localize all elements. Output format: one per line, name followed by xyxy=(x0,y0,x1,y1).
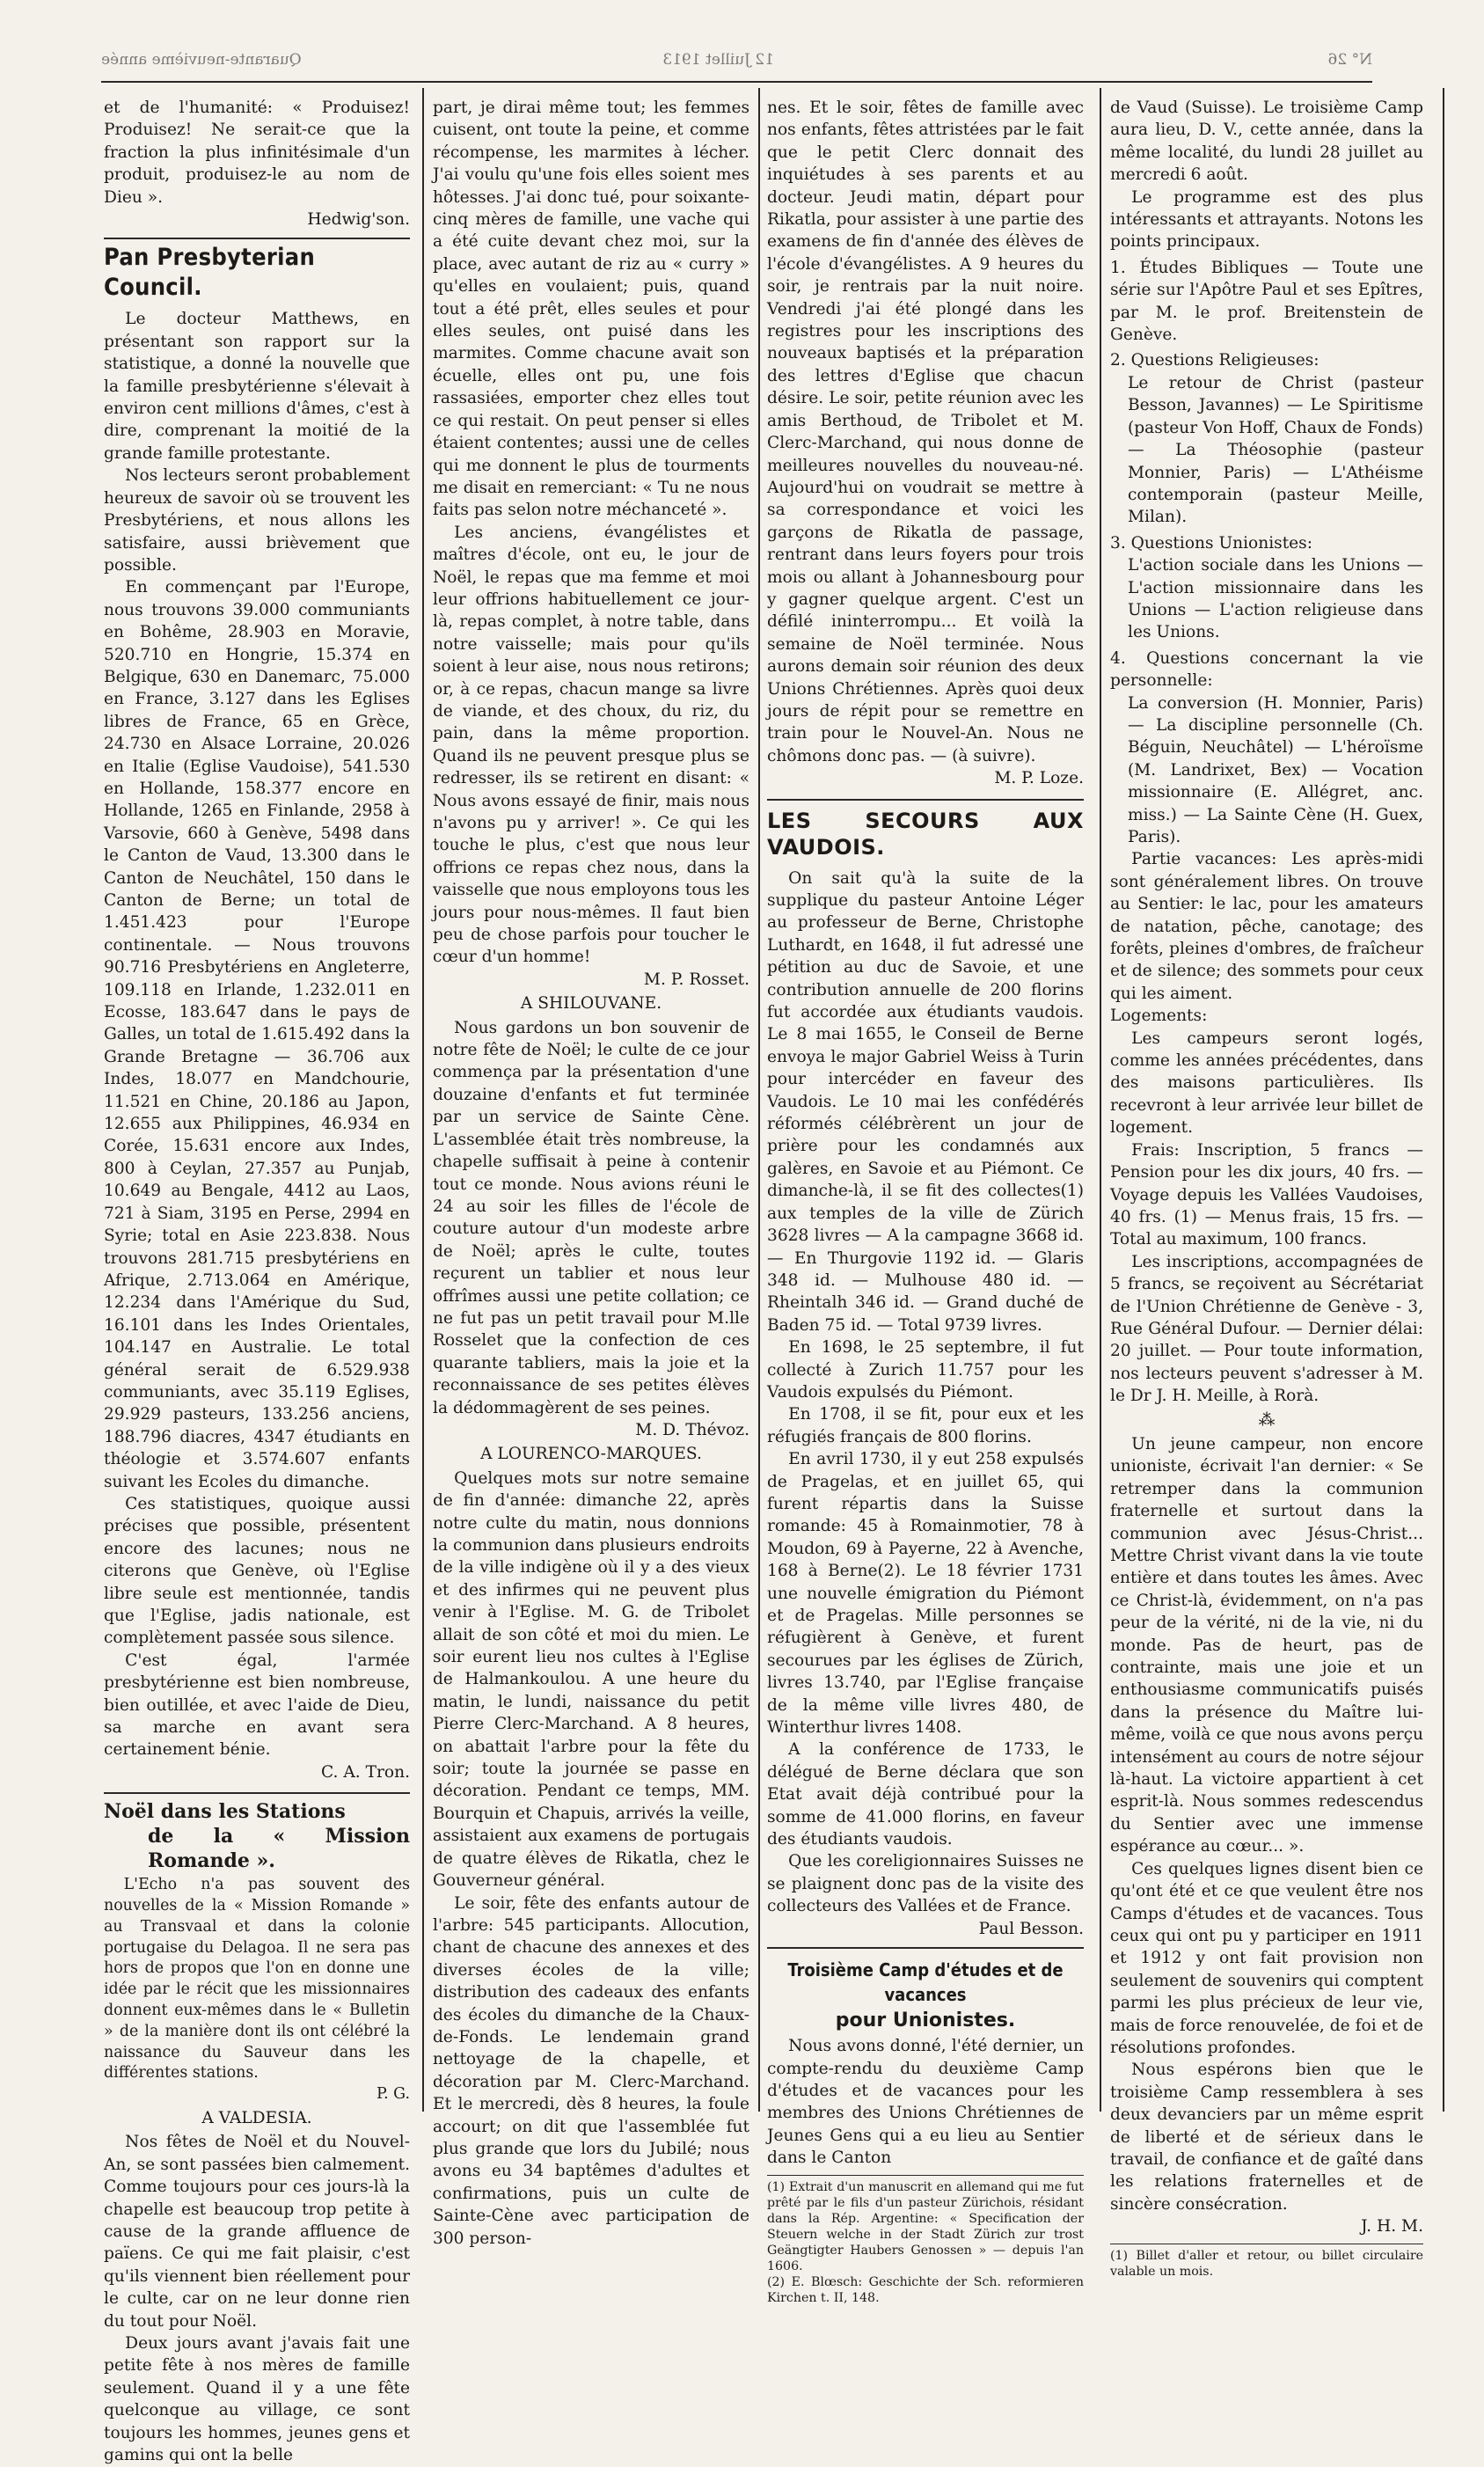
program-item xyxy=(1110,257,1423,347)
top-rule xyxy=(101,81,1372,83)
program-item-body: Le retour de Christ (pasteur Besson, Javannes) — Le Spiritisme (pasteur Von Hoff, Chaux de Fonds) — La Théosophie (pasteur Monnier, Paris) — L'Athéisme contemporain (pasteur Meille, Milan). xyxy=(1128,373,1423,527)
footnote: (2) E. Blœsch: Geschichte der Sch. reformieren Kirchen t. II, 148. xyxy=(767,2274,1084,2305)
subheading-logements: Logements: xyxy=(1110,1007,1208,1026)
paragraph: Le soir, fête des enfants autour de l'arbre: 545 participants. Allocution, chant de chacune des annexes et des diverses écoles de la ville; distribution des cadeaux des enfants des écoles du dimanche de la Chaux-de-Fonds. Le lendemain grand nettoyage de la chapelle, et décoration par M. Clerc-Marchand. Et le mercredi, dès 8 heures, la foule accourt; on dit que l'assemblée fut plus grande que lors du Jubilé; nous avons eu 34 baptêmes d'adultes et confirmations, puis un culte de Sainte-Cène avec participation de 300 person- xyxy=(433,1893,749,2248)
program-item-head: 1. Études Bibliques — Toute une série sur l'Apôtre Paul et ses Epîtres, par M. le prof. Breitenstein de Genève. xyxy=(1110,258,1423,345)
program-item xyxy=(1110,349,1423,528)
masthead-issue: N° 26 xyxy=(1327,51,1372,69)
masthead-bleedthrough xyxy=(101,51,1372,69)
paragraph: Nos fêtes de Noël et du Nouvel-An, se sont passées bien calmement. Comme toujours pour ces jours-là la chapelle est beaucoup trop petite à cause de la grande affluence de païens. Ce qui me fait plaisir, c'est qu'ils viennent bien réellement pour le culte, car on ne leur donne rien du tout pour Noël. xyxy=(104,2133,410,2331)
paragraph: Le programme est des plus intéressants et attrayants. Notons les points principaux. xyxy=(1110,187,1423,252)
article-signature: Hedwig'son. xyxy=(307,210,410,230)
intro-paragraph: L'Echo n'a pas souvent des nouvelles de la « Mission Romande » au Transvaal et dans la colonie portugaise du Delagoa. Il ne sera pas hors de propos que l'on en donne une idée par le récit que les missionnaires donnent eux-mêmes dans le « Bulletin » de la manière dont ils ont célébré la naissance du Sauveur dans les différentes stations. xyxy=(104,1876,410,2083)
paragraph: Les inscriptions, accompagnées de 5 francs, se reçoivent au Sécrétariat de l'Union Chrétienne de Genève - 3, Rue Général Dufour. — Dernier délai: 20 juillet. — Pour toute information, nos lecteurs peuvent s'adresser à M. le Dr J. H. Meille, à Rorà. xyxy=(1110,1252,1423,1406)
program-item xyxy=(1110,648,1423,849)
paragraph: Les campeurs seront logés, comme les années précédentes, dans des maisons particulières. Ils recevront à leur arrivée leur billet de logement. xyxy=(1110,1029,1423,1138)
title-line: Troisième Camp d'études et de vacances xyxy=(787,1959,1064,2006)
paragraph: Ces statistiques, quoique aussi précises que possible, présentent encore des lacunes; nous ne citerons que Genève, où l'Eglise libre seule est mentionnée, tandis que l'Eglise, jadis nationale, est complètement passée sous silence. xyxy=(104,1494,410,1648)
paragraph: Quelques mots sur notre semaine de fin d'année: dimanche 22, après notre culte du matin, nous donnions la communion dans plusieurs endroits de la ville indigène où il y a des vieux et des infirmes qui ne peuvent plus venir à l'Eglise. M. G. de Tribolet allait de son côté et moi du mien. Le soir eurent lieu nos cultes à l'Eglise de Halmankoulou. A une heure du matin, le lundi, naissance du petit Pierre Clerc-Marchand. A 8 heures, on abattait l'arbre pour la fête du soir; toute la journée se passe en décoration. Pendant ce temps, MM. Bourquin et Chapuis, arrivés la veille, assistaient aux examens de portugais de quatre élèves de Rikatla, chez le Gouverneur général. xyxy=(433,1468,749,1891)
article-title-noel xyxy=(104,1792,410,1873)
asterism-divider: ⁂ xyxy=(1258,1410,1276,1430)
program-item-head: 3. Questions Unionistes: xyxy=(1110,533,1312,553)
column-3 xyxy=(767,97,1084,2305)
column-rule xyxy=(1443,88,1444,2112)
program-item-head: 4. Questions concernant la vie personnelle: xyxy=(1110,648,1423,691)
footnotes xyxy=(767,2175,1084,2306)
paragraph: Nous espérons bien que le troisième Camp ressemblera à ses deux devanciers par un même esprit de liberté et de sérieux dans le travail, de confiance et de gaîté dans les relations fraternelles et de sincère consécration. xyxy=(1110,2061,1423,2214)
program-item-body: L'action sociale dans les Unions — L'action missionnaire dans les Unions — L'action religieuse dans les Unions. xyxy=(1128,556,1423,642)
paragraph: Nos lecteurs seront probablement heureux de savoir où se trouvent les Presbytériens, et nous allons les satisfaire, aussi brièvement que possible. xyxy=(104,466,410,575)
footnotes xyxy=(1110,2244,1423,2280)
paragraph: Nous avons donné, l'été dernier, un compte-rendu du deuxième Camp d'études et de vacances pour les membres des Unions Chrétiennes de Jeunes Gens qui a eu lieu au Sentier dans le Canton xyxy=(767,2037,1084,2168)
program-item-body: La conversion (H. Monnier, Paris) — La discipline personnelle (Ch. Béguin, Neuchâtel) — L'héroïsme (M. Landrixet, Bex) — Vocation missionnaire (E. Allégret, anc. miss.) — La Sainte Cène (H. Guex, Paris). xyxy=(1128,693,1423,846)
paragraph: nes. Et le soir, fêtes de famille avec nos enfants, fêtes attristées par le fait que le petit Clerc donnait des inquiétudes à ses parents et au docteur. Jeudi matin, départ pour Rikatla, pour assister à une partie des examens de fin d'année des élèves de l'école d'évangélistes. A 9 heures du soir, je rentrais par la nuit noire. Vendredi j'ai été plongé dans les registres pour les inscriptions des nouveaux baptisés et la préparation des lettres d'Eglise que chacun désire. Le soir, petite réunion avec les amis Berthoud, de Tribolet et M. Clerc-Marchand, qui nous donne de meilleures nouvelles du nouveau-né. Aujourd'hui on voudrait se mettre à sa correspondance et voici les garçons de Rikatla de passage, rentrant dans leurs foyers pour trois mois ou allant à Johannesbourg pour y gagner quelque argent. C'est un défilé ininterrompu... Et voilà la semaine de Noël terminée. Nous aurons demain soir réunion des deux Unions Chrétiennes. Après quoi deux jours de répit pour se remettre en train pour le Nouvel-An. Nous ne chômons donc pas. — (à suivre). xyxy=(767,99,1084,765)
paragraph: En 1708, il se fit, pour eux et les réfugiés français de 800 florins. xyxy=(767,1405,1084,1446)
title-line: Noël dans les Stations xyxy=(104,1800,346,1824)
paragraph: Deux jours avant j'avais fait une petite fête à nos mères de famille seulement. Quand il y a une fête quelconque au village, ce sont toujours les hommes, jeunes gens et gamins qui ont la belle xyxy=(104,2334,410,2465)
section-title-valdesia: A VALDESIA. xyxy=(201,2109,312,2128)
paragraph: Ces quelques lignes disent bien ce qu'ont été et ce que veulent être nos Camps d'études et de vacances. Tous ceux qui ont pu y participer en 1911 et 1912 y ont fait provision non seulement de souvenirs qui comptent parmi les plus précieux de leur vie, mais de force renouvelée, de foi et de résolutions profondes. xyxy=(1110,1859,1423,2057)
program-item xyxy=(1110,532,1423,644)
paragraph: On sait qu'à la suite de la supplique du pasteur Antoine Léger au professeur de Berne, Christophe Luthardt, en 1648, il fut adressé une pétition au duc de Savoie, et une contribution annuelle de 200 florins fut accordée aux étudiants vaudois. Le 8 mai 1655, le Conseil de Berne envoya le major Gabriel Weiss à Turin pour intercéder en faveur des Vaudois. Le 10 mai les confédérés réformés célébrèrent un jour de prière pour les condamnés aux galères, en Savoie et au Piémont. Ce dimanche-là, il se fit des collectes(1) aux temples de la ville de Zürich 3628 livres — A la campagne 3668 id. — En Thurgovie 1192 id. — Glaris 348 id. — Mulhouse 480 id. — Rheintalh 346 id. — Grand duché de Baden 75 id. — Total 9739 livres. xyxy=(767,868,1084,1335)
article-title-secours: LES SECOURS AUX VAUDOIS. xyxy=(767,799,1084,860)
paragraph: Partie vacances: Les après-midi sont généralement libres. On trouve au Sentier: le lac, pour les amateurs de natation, pêche, canotage; des forêts, pleines d'ombres, de fraîcheur et de silence; des sommets pour ceux qui les aiment. xyxy=(1110,850,1423,1003)
section-title-shilouvane: A SHILOUVANE. xyxy=(520,994,662,1014)
article-signature: Paul Besson. xyxy=(978,1919,1084,1938)
title-line: pour Unionistes. xyxy=(835,2009,1016,2032)
paragraph: C'est égal, l'armée presbytérienne est bien nombreuse, bien outillée, et avec l'aide de Dieu, sa marche en avant sera certainement bénie. xyxy=(104,1651,410,1760)
program-item-head: 2. Questions Religieuses: xyxy=(1110,351,1320,370)
article-signature: P. G. xyxy=(376,2085,410,2104)
article-signature: C. A. Tron. xyxy=(320,1762,410,1782)
paragraph: de Vaud (Suisse). Le troisième Camp aura lieu, D. V., cette année, dans la même localité, du lundi 28 juillet au mercredi 6 août. xyxy=(1110,99,1423,185)
paragraph: Frais: Inscription, 5 francs — Pension pour les dix jours, 40 frs. — Voyage depuis les Vallées Vaudoises, 40 frs. (1) — Menus frais, 15 frs. — Total au maximum, 100 francs. xyxy=(1110,1140,1423,1249)
column-rule xyxy=(758,88,760,2112)
article-title-pan-presbyterian: Pan Presbyterian Council. xyxy=(104,238,410,303)
section-title-lourenco: A LOURENCO-MARQUES. xyxy=(480,1445,702,1464)
masthead-year: Quarante-neuvième année xyxy=(101,51,302,69)
article-signature: M. P. Loze. xyxy=(994,769,1084,788)
footnote: (1) Extrait d'un manuscrit en allemand qui me fut prêté par le fils d'un pasteur Zürichois, résidant dans la Rép. Argentine: « Specification der Steuern welche in der Stadt Zürich zur trost Geängtigter Haubers Genossen » — depuis l'an 1606. xyxy=(767,2179,1084,2273)
title-line: de la « Mission Romande ». xyxy=(148,1825,410,1873)
footnote: (1) Billet d'aller et retour, ou billet circulaire valable un mois. xyxy=(1110,2248,1423,2279)
article-fragment: et de l'humanité: « Produisez! Produisez! Ne serait-ce que la fraction la plus infinitésimale d'un produit, produisez-le au nom de Dieu ». xyxy=(104,99,410,207)
article-signature: M. D. Thévoz. xyxy=(635,1420,749,1439)
column-1 xyxy=(104,97,410,2465)
paragraph: Le docteur Matthews, en présentant son rapport sur la statistique, a donné la nouvelle que la famille presbytérienne s'élevait à environ cent millions d'âmes, c'est à dire, comprenant la moitié de la grande famille protestante. xyxy=(104,310,410,463)
column-2 xyxy=(433,97,749,2248)
paragraph: Un jeune campeur, non encore unioniste, écrivait l'an dernier: « Se retremper dans la communion fraternelle et surtout dans la communion avec Jésus-Christ... Mettre Christ vivant dans la vie toute entière et dans toutes les âmes. Avec ce Christ-là, évidemment, on n'a pas peur de la vérité, ni de la vie, ni du monde. Pas de heurt, pas de contrainte, mais une joie et un enthousiasme communicatifs puisés dans la présence du Maître lui-même, voilà ce que nous avons perçu intensément au cours de notre séjour là-haut. La victoire appartient à cet esprit-là. Nous sommes redescendus du Sentier avec une immense espérance au cœur... ». xyxy=(1110,1434,1423,1856)
paragraph: Que les coreligionnaires Suisses ne se plaignent donc pas de la visite des collecteurs des Vallées et de France. xyxy=(767,1852,1084,1916)
paragraph: En commençant par l'Europe, nous trouvons 39.000 communiants en Bohême, 28.903 en Moravie, 520.710 en Hongrie, 15.374 en Belgique, 630 en Danemarc, 75.000 en France, 3.127 dans les Eglises libres de France, 65 en Grèce, 24.730 en Alsace Lorraine, 20.026 en Italie (Eglise Vaudoise), 541.530 en Hollande, 158.377 encore en Hollande, 1265 en Finlande, 2958 à Varsovie, 660 à Genève, 5498 dans le Canton de Vaud, 13.300 dans le Canton de Neuchâtel, 150 dans le Canton de Berne; un total de 1.451.423 pour l'Europe continentale. — Nous trouvons 90.716 Presbytériens en Angleterre, 109.118 en Irlande, 1.232.011 en Ecosse, 183.647 dans le pays de Galles, un total de 1.615.492 dans la Grande Bretagne — 36.706 aux Indes, 18.077 en Mandchourie, 11.521 en Chine, 20.186 au Japon, 12.655 aux Philippines, 46.934 en Corée, 15.631 encore aux Indes, 800 à Ceylan, 27.357 au Punjab, 10.649 au Bengale, 4412 au Laos, 721 à Siam, 3195 en Perse, 2994 en Syrie; total en Asie 223.838. Nous trouvons 281.715 presbytériens en Afrique, 2.713.064 en Amérique, 12.234 dans l'Amérique du Sud, 16.101 dans les Indes Orientales, 104.147 en Australie. Le total général serait de 6.529.938 communiants, avec 35.119 Eglises, 29.929 pasteurs, 133.256 anciens, 188.796 diacres, 4347 étudiants en théologie et 3.574.607 enfants suivant les Ecoles du dimanche. xyxy=(104,578,410,1491)
paragraph: Les anciens, évangélistes et maîtres d'école, ont eu, le jour de Noël, le repas que ma femme et moi leur offrions habituellement ce jour-là, repas complet, à notre table, dans notre vaisselle; mais pour qu'ils soient à leur aise, nous nous retirons; or, à ce repas, chacun mange sa livre de viande, et des choux, du riz, du pain, dans la même proportion. Quand ils ne peuvent presque plus se redresser, ils se retirent en disant: « Nous avons essayé de finir, mais nous n'avons pu y arriver! ». Ce qui les touche le plus, c'est que nous leur offrions ce repas chez nous, dans la vaisselle que nous employons tous les jours pour nous-mêmes. Il faut bien peu de chose parfois pour toucher le cœur d'un homme! xyxy=(433,523,749,967)
masthead-date: 12 Juillet 1913 xyxy=(662,51,774,69)
paragraph: Nous gardons un bon souvenir de notre fête de Noël; le culte de ce jour commença par la présentation d'une douzaine d'enfants et fut terminée par un service de Sainte Cène. L'assemblée était très nombreuse, la chapelle suffisait à peine à contenir tout ce monde. Nous avions réuni le 24 au soir les filles de l'école de couture autour d'un modeste arbre de Noël; après le culte, toutes reçurent un tablier et nous leur offrîmes aussi une petite collation; ce ne fut pas un petit travail pour M.lle Rosselet que la confection de ces quarante tabliers, mais la joie et la reconnaissance de ses petites élèves la dédommagèrent de ses peines. xyxy=(433,1018,749,1417)
column-rule xyxy=(1100,88,1101,2112)
paragraph: En 1698, le 25 septembre, il fut collecté à Zurich 11.757 pour les Vaudois expulsés du Piémont. xyxy=(767,1338,1084,1402)
column-4 xyxy=(1110,97,1423,2279)
column-rule xyxy=(422,88,424,2112)
article-signature: M. P. Rosset. xyxy=(643,970,749,989)
article-signature: J. H. M. xyxy=(1361,2217,1423,2236)
article-title-camp xyxy=(767,1947,1084,2035)
paragraph: A la conférence de 1733, le délégué de Berne déclara que son Etat avait déjà contribué pour la somme de 41.000 florins, en faveur des étudiants vaudois. xyxy=(767,1740,1084,1849)
paragraph: part, je dirai même tout; les femmes cuisent, ont toute la peine, et comme récompense, les marmites à lécher. J'ai voulu qu'une fois elles soient mes hôtesses. J'ai donc tué, pour soixante-cinq mères de famille, une vache qui a été cuite devant chez moi, sur la place, avec autant de riz au « curry » qu'elles en voulaient; puis, quand tout a été prêt, elles seules et pour elles seules, ont puisé dans les marmites. Comme chacune avait son écuelle, elles ont pu, une fois rassasiées, emporter chez elles tout ce qui restait. On peut penser si elles étaient contentes; aussi une de celles qui me donnent le plus de tourments me disait en remerciant: « Tu ne nous faits pas selon notre méchanceté ». xyxy=(433,99,749,520)
paragraph: En avril 1730, il y eut 258 expulsés de Pragelas, et en juillet 65, qui furent répartis dans la Suisse romande: 45 à Romainmotier, 78 à Moudon, 69 à Payerne, 22 à Avenche, 168 à Berne(2). Le 18 février 1731 une nouvelle émigration du Piémont et de Pragelas. Mille personnes se réfugièrent à Genève, et furent secourues par les églises de Zürich, livres 13.740, par l'Eglise française de la même ville livres 480, de Winterthur livres 1408. xyxy=(767,1450,1084,1738)
